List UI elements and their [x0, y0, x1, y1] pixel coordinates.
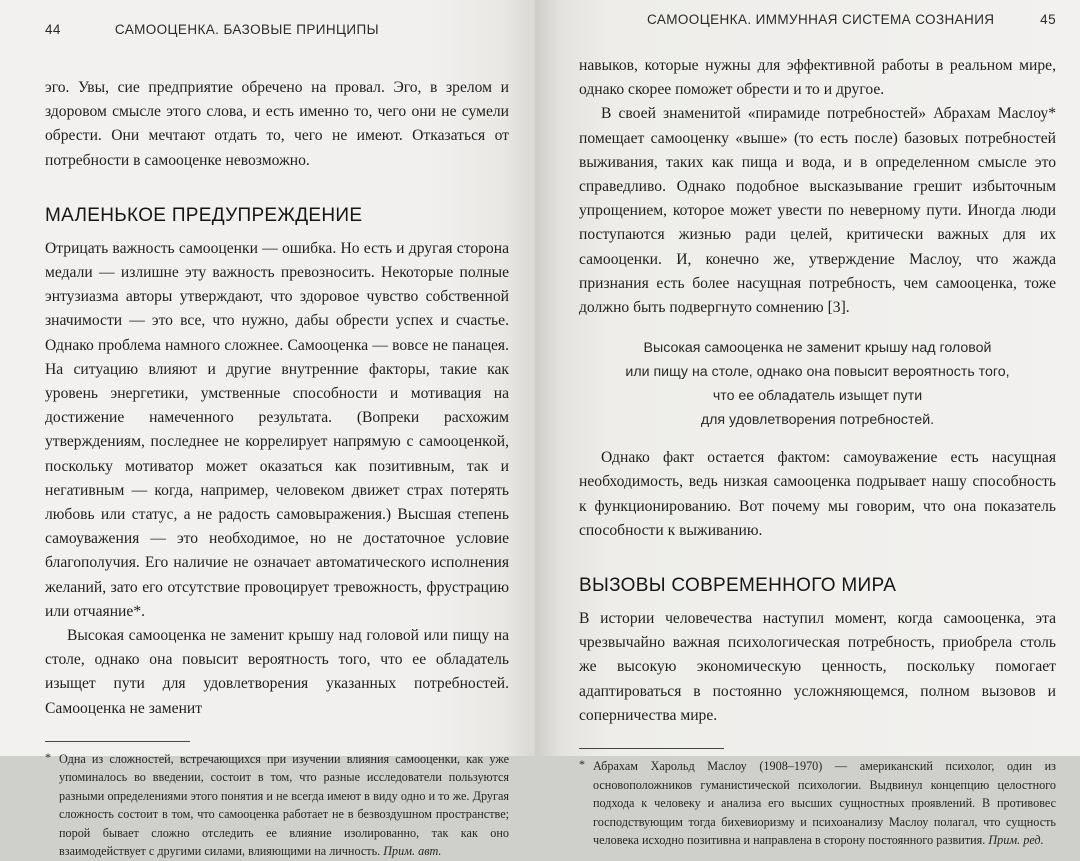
pull-quote-line: Высокая самооценка не заменит крышу над головой [643, 340, 992, 357]
left-paragraph-2: Высокая самооценка не заменит крышу над головой или пищу на столе, однако она повысит вероятность того, что ее обладатель изыщет пути для удовлетворения указанных потребностей. Самооценка не заменит [45, 627, 509, 717]
right-paragraph-3: В истории человечества наступил момент, когда самооценка, эта чрезвычайно важная психологическая потребность, приобрела столь же высокую экономическую ценность, поскольку помогает адаптироваться в постоянно усложняющемся, полном вызовов и соперничества мире. [579, 610, 1056, 724]
right-paragraph-1: В своей знаменитой «пирамиде потребностей» Абрахам Маслоу* помещает самооценку «выше» (то есть после) базовых потребностей выживания, таких как пища и вода, и в определенном смысле это справедливо. Однако подобное высказывание грешит избыточным упрощением, которое может увести по неверному пути. Иногда люди поступаются жизнью ради целей, критически важных для их самооценки. И, конечно же, утверждение Маслоу, что жажда признания есть более насущная потребность, чем самооценка, тоже должно быть подвергнуто сомнению [3]. [579, 105, 1056, 317]
right-page-number: 45 [1040, 12, 1056, 27]
left-page-number: 44 [45, 22, 61, 37]
right-paragraph-2: Однако факт остается фактом: самоуважение есть насущная необходимость, ведь низкая самооценка подрывает нашу способность к функционированию. Вот почему мы говорим, что она показатель способности к выживанию. [579, 449, 1056, 539]
right-page [535, 0, 1080, 848]
right-footnote-mark: * [579, 757, 585, 772]
left-footnote [45, 750, 509, 861]
left-page [0, 0, 535, 859]
pull-quote-line: для удовлетворения потребностей. [700, 412, 935, 429]
pull-quote-line: что ее обладатель изыщет пути [712, 388, 923, 405]
right-footnote [579, 757, 1056, 850]
right-running-head [579, 12, 1056, 32]
right-footnote-rule [579, 748, 724, 749]
left-opening-paragraph: эго. Увы, сие предприятие обречено на провал. Эго, в зрелом и здоровом смысле этого слова, и есть именно то, чего они не сумели обрести. Они мечтают отдать то, чего не имеют. Отказаться от потребности в самооценке невозможно. [45, 79, 509, 169]
right-opening-paragraph: навыков, которые нужны для эффективной работы в реальном мире, однако скорее поможет обрести и то и другое. [579, 57, 1056, 99]
right-section-heading: ВЫЗОВЫ СОВРЕМЕННОГО МИРА [579, 575, 897, 597]
left-section-heading: МАЛЕНЬКОЕ ПРЕДУПРЕЖДЕНИЕ [45, 204, 363, 226]
left-paragraph-1: Отрицать важность самооценки — ошибка. Но есть и другая сторона медали — излишне эту важность превозносить. Некоторые полные энтузиазма авторы утверждают, что здоровое чувство собственной значимости — это все, что нужно, дабы обрести успех и счастье. Однако проблема намного сложнее. Самооценка — вовсе не панацея. На ситуацию влияют и другие внутренние факторы, такие как уровень энергетики, умственные способности и мотивация на достижение намеченного результата. (Вопреки расхожим утверждениям, последнее не коррелирует напрямую с самооценкой, поскольку мотиватор может оказаться как позитивным, так и негативным — когда, например, человеком движет страх потерять любовь или статус, а не радость самовыражения.) Высшая степень самоуважения — это необходимое, но не достаточное условие благополучия. Его наличие не означает автоматического исполнения желаний, зато его отсутствие провоцирует тревожность, фрустрацию или отчаяние*. [45, 239, 509, 620]
pull-quote-line: или пищу на столе, однако она повысит вероятность того, [625, 364, 1010, 381]
left-footnote-note: Прим. авт. [383, 844, 442, 859]
left-footnote-rule [45, 741, 190, 742]
left-running-head [45, 22, 509, 42]
right-footnote-note: Прим. ред. [988, 833, 1044, 848]
left-footnote-text: Одна из сложностей, встречающихся при изучении влияния самооценки, как уже упоминалось во введении, состоит в том, что разные исследователи пользуются разными определениями этого понятия и не всегда имеют в виду одно и то же. Другая сложность состоит в том, что самооценка работает не в безвоздушном пространстве; порой бывает сложно отследить ее влияние изолированно, так как оно взаимодействует с другими силами, влияющими на личность. [59, 751, 509, 859]
pull-quote [579, 336, 1056, 432]
left-running-head-title: САМООЦЕНКА. БАЗОВЫЕ ПРИНЦИПЫ [114, 22, 379, 37]
right-running-head-title: САМООЦЕНКА. ИММУННАЯ СИСТЕМА СОЗНАНИЯ [647, 12, 995, 27]
right-footnote-text: Абрахам Харольд Маслоу (1908–1970) — американский психолог, один из основоположников гуманистической психологии. Выдвинул концепцию целостного подхода к человеку и анализа его высших сущностных проявлений. В противовес господствующим тогда бихевиоризму и психоанализу Маслоу полагал, что сущность человека исходно позитивна и направлена в сторону постоянного развития. [593, 759, 1056, 848]
left-footnote-mark: * [45, 749, 51, 764]
